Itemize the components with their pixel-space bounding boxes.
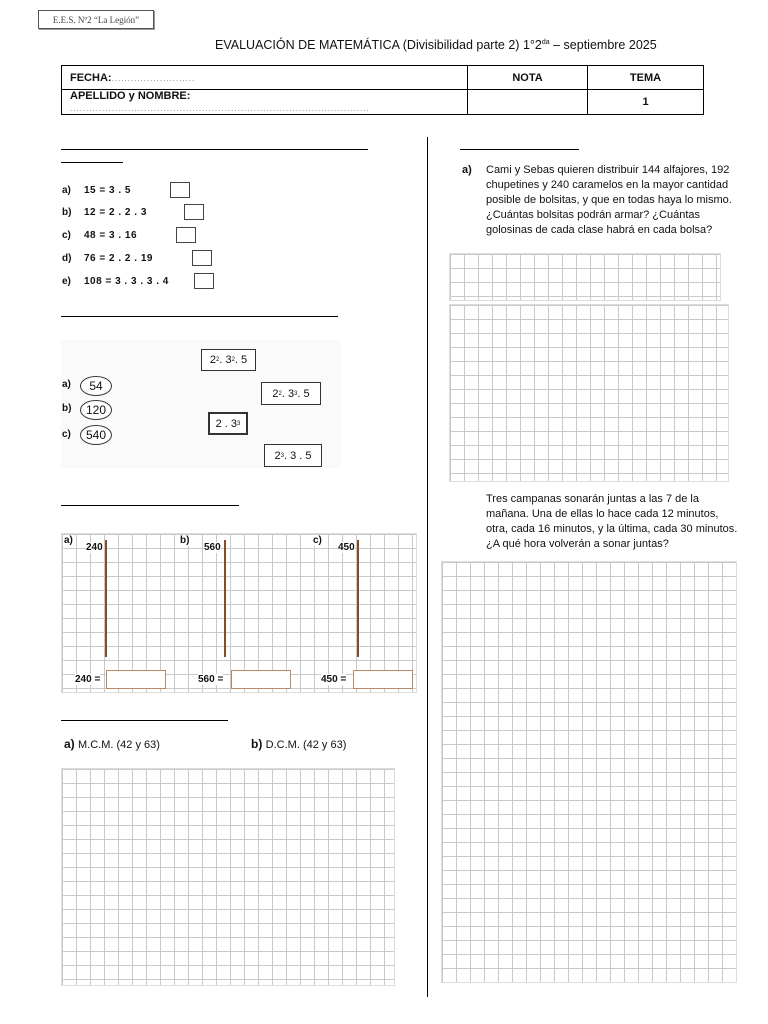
ex3-letter-b: b): [180, 535, 190, 546]
ex3-result-label-a: 240 =: [75, 674, 101, 685]
ex1-answer-box[interactable]: [170, 182, 190, 198]
ex3-result-label-c: 450 =: [321, 674, 347, 685]
ex2-number-text: 120: [85, 403, 107, 417]
ex4-instruction-line: [61, 720, 228, 721]
ex1-item-e: [62, 273, 214, 289]
ex2-letter-a: a): [62, 379, 71, 390]
page-title: [215, 38, 657, 52]
ex1-expression: 108 = 3 . 3 . 3 . 4: [84, 275, 169, 287]
ex2-number-54[interactable]: [80, 376, 112, 396]
ex4-letter-b: b): [251, 737, 263, 751]
ex1-expression: 12 = 2 . 2 . 3: [84, 206, 147, 218]
problem1-grid[interactable]: [449, 304, 729, 482]
ex4-item-b: [251, 737, 346, 751]
ex2-number-text: 540: [85, 428, 107, 442]
ex3-number-240: 240: [86, 542, 103, 553]
factor-exponent: 3: [294, 390, 298, 397]
ex4-text-b: D.C.M. (42 y 63): [265, 739, 347, 751]
ex2-instruction-line: [61, 316, 338, 317]
school-stamp: [38, 10, 154, 29]
ex3-letter-c: c): [313, 535, 322, 546]
ex3-result-label-b: 560 =: [198, 674, 224, 685]
problem1-text: Cami y Sebas quieren distribuir 144 alfajores, 192 chupetines y 240 caramelos en la mayor cantidad posible de bolsitas, y que en todas haya lo mismo. ¿Cuántas bolsitas podrán armar? ¿Cuántas golosinas de cada clase habrá en cada bolsa?: [486, 164, 732, 236]
ex2-number-540[interactable]: [80, 425, 112, 445]
factor-base: 3: [225, 354, 232, 366]
problem2-grid[interactable]: [441, 561, 737, 983]
ex3-division-line-a: [105, 540, 107, 657]
nota-value-cell[interactable]: [468, 90, 588, 115]
factor-text: 2 . 3: [215, 417, 238, 430]
ex1-answer-box[interactable]: [194, 273, 214, 289]
ex3-division-line-c: [357, 540, 359, 657]
tema-header: [588, 66, 704, 90]
ex3-number-450: 450: [338, 542, 355, 553]
ex2-letter-c: c): [62, 429, 71, 440]
ex2-number-120[interactable]: [80, 400, 112, 420]
ex4-letter-a: a): [64, 737, 75, 751]
ex3-division-line-b: [224, 540, 226, 657]
factor-tail: 3 . 5: [290, 449, 312, 462]
ex1-answer-box[interactable]: [184, 204, 204, 220]
ex1-letter: a): [62, 184, 71, 196]
ex4-grid[interactable]: [61, 768, 395, 986]
ex3-result-box-b[interactable]: [231, 670, 291, 689]
ex3-letter-a: a): [64, 535, 73, 546]
factor-base: 2: [274, 449, 281, 462]
nota-label: NOTA: [512, 71, 543, 84]
ex1-letter: b): [62, 206, 72, 218]
factor-exponent: 2: [215, 357, 220, 363]
fecha-cell[interactable]: [62, 66, 468, 90]
ex1-instruction-line: [61, 149, 368, 150]
ex1-answer-box[interactable]: [192, 250, 212, 266]
ex3-instruction-line: [61, 505, 239, 506]
factor-tail: 5: [241, 354, 248, 366]
ex2-letter-b: b): [62, 403, 72, 414]
title-superscript: da: [541, 38, 550, 46]
problem1-letter: a): [462, 164, 472, 176]
ex1-instruction-line-2: [61, 162, 123, 163]
ex3-result-box-a[interactable]: [106, 670, 166, 689]
ex1-letter: c): [62, 229, 71, 241]
ex1-expression: 48 = 3 . 16: [84, 229, 138, 241]
ex1-expression: 76 = 2 . 2 . 19: [84, 252, 153, 264]
factor-base: 3: [287, 387, 295, 400]
ex2-factor-box-4[interactable]: 2 3 . 3 . 5: [264, 444, 322, 467]
factor-exponent: 2: [278, 390, 282, 397]
factor-base: 2: [209, 354, 216, 366]
ex1-expression: 15 = 3 . 5: [84, 184, 131, 196]
column-divider: [427, 137, 428, 997]
ex4-item-a: [64, 737, 160, 751]
factor-tail: 5: [303, 387, 310, 400]
problem1-grid-top[interactable]: [449, 253, 721, 301]
ex3-number-560: 560: [204, 542, 221, 553]
fecha-label: FECHA:: [70, 71, 112, 84]
factor-base: 2: [272, 387, 279, 400]
ex3-result-box-c[interactable]: [353, 670, 413, 689]
nombre-label: APELLIDO y NOMBRE:: [70, 90, 191, 102]
ex1-item-c: [62, 227, 196, 243]
nombre-cell[interactable]: [62, 90, 468, 115]
factor-exponent: 2: [231, 357, 235, 363]
tema-value-cell: [588, 90, 704, 115]
factor-exponent: 3: [237, 420, 241, 427]
problem2-text: Tres campanas sonarán juntas a las 7 de la mañana. Una de ellas lo hace cada 12 minutos, otra, cada 16 minutos, y la última, cada 30 minutos. ¿A qué hora volverán a sonar juntas?: [486, 493, 738, 550]
title-date: – septiembre 2025: [549, 38, 657, 52]
ex2-factor-box-1[interactable]: 2 2 . 3 2 . 5: [201, 349, 256, 371]
tema-value: 1: [642, 96, 649, 108]
school-name: E.E.S. Nº2 “La Legión”: [52, 14, 140, 25]
ex1-item-d: [62, 250, 212, 266]
nombre-dots: .............................................................................................: [70, 104, 370, 113]
fecha-dots: ..........................: [111, 73, 196, 83]
nota-header: [468, 66, 588, 90]
ex1-answer-box[interactable]: [176, 227, 196, 243]
ex1-item-a: [62, 182, 190, 198]
ex4-text-a: M.C.M. (42 y 63): [78, 739, 160, 751]
factor-exponent: 3: [280, 452, 284, 459]
ex1-letter: e): [62, 275, 71, 287]
title-main: EVALUACIÓN DE MATEMÁTICA (Divisibilidad parte 2) 1°2: [215, 38, 542, 52]
problems-instruction-line: [460, 149, 579, 150]
ex1-item-b: [62, 204, 204, 220]
tema-label: TEMA: [629, 71, 662, 84]
ex2-number-text: 54: [89, 379, 103, 393]
ex2-factor-box-2[interactable]: 2 2 . 3 3 . 5: [261, 382, 321, 405]
header-table: [61, 65, 704, 115]
ex1-letter: d): [62, 252, 72, 264]
ex3-grid[interactable]: [61, 533, 417, 693]
ex2-factor-box-3[interactable]: [208, 412, 248, 435]
